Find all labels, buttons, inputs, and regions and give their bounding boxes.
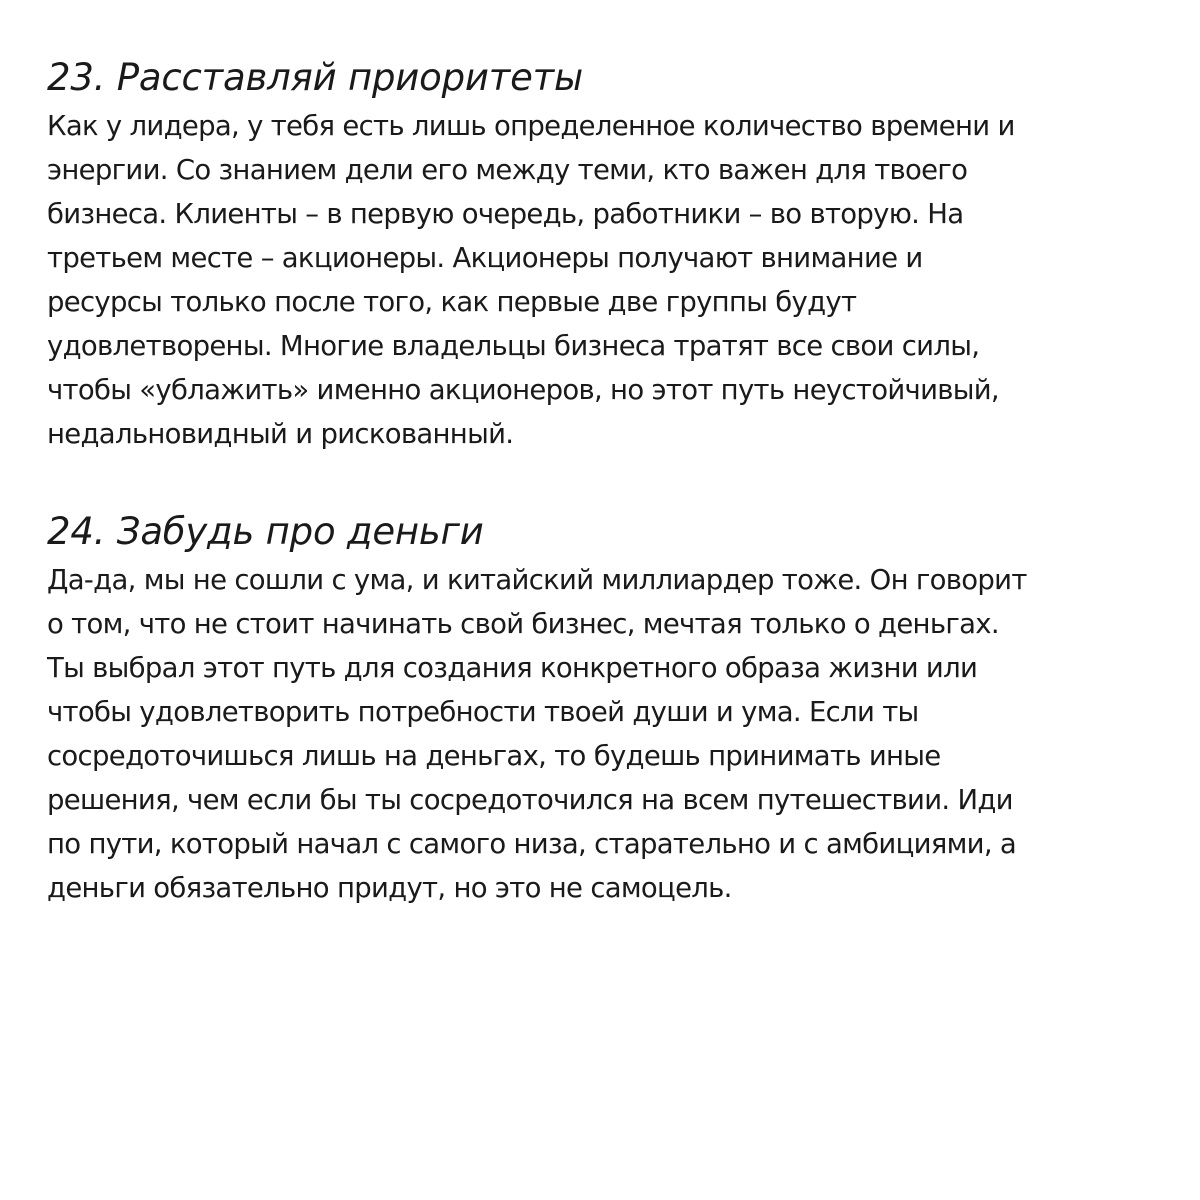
body-line: сосредоточишься лишь на деньгах, то будешь принимать иные: [47, 740, 941, 772]
body-line: о том, что не стоит начинать свой бизнес, мечтая только о деньгах.: [47, 608, 999, 640]
body-line: чтобы удовлетворить потребности твоей души и ума. Если ты: [47, 696, 919, 728]
body-line: бизнеса. Клиенты – в первую очередь, работники – во вторую. На: [47, 198, 964, 230]
body-line: по пути, который начал с самого низа, старательно и с амбициями, а: [47, 828, 1017, 860]
body-line: энергии. Со знанием дели его между теми, кто важен для твоего: [47, 154, 968, 186]
body-line: недальновидный и рискованный.: [47, 418, 514, 450]
section-body: [47, 558, 1157, 910]
section-priorities: [47, 52, 1157, 456]
section-forget-money: [47, 506, 1157, 910]
body-line: третьем месте – акционеры. Акционеры получают внимание и: [47, 242, 923, 274]
body-line: ресурсы только после того, как первые две группы будут: [47, 286, 857, 318]
body-line: удовлетворены. Многие владельцы бизнеса тратят все свои силы,: [47, 330, 980, 362]
section-body: [47, 104, 1157, 456]
article-page: [47, 52, 1157, 910]
body-line: решения, чем если бы ты сосредоточился на всем путешествии. Иди: [47, 784, 1013, 816]
body-line: Ты выбрал этот путь для создания конкретного образа жизни или: [47, 652, 978, 684]
body-line: Да-да, мы не сошли с ума, и китайский миллиардер тоже. Он говорит: [47, 564, 1027, 596]
body-line: Как у лидера, у тебя есть лишь определенное количество времени и: [47, 110, 1015, 142]
section-heading: 24. Забудь про деньги: [47, 510, 484, 553]
section-heading: 23. Расставляй приоритеты: [47, 56, 583, 99]
body-line: деньги обязательно придут, но это не самоцель.: [47, 872, 732, 904]
body-line: чтобы «ублажить» именно акционеров, но этот путь неустойчивый,: [47, 374, 999, 406]
